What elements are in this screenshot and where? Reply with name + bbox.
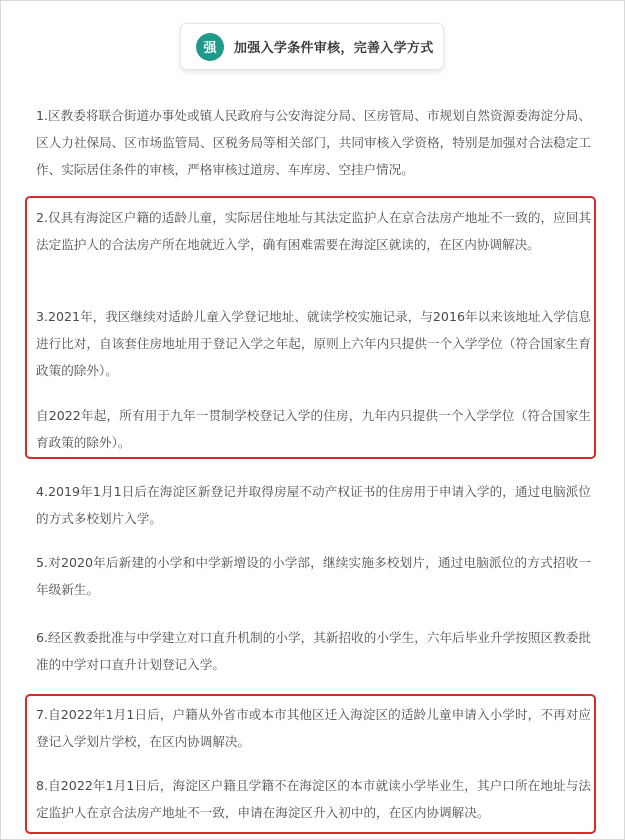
paragraph-3-note: 自2022年起，所有用于九年一贯制学校登记入学的住房，九年内只提供一个入学学位（符合国家生育政策的除外）。 xyxy=(36,408,591,450)
paragraph-5: 5.对2020年后新建的小学和中学新增设的小学部，继续实施多校划片，通过电脑派位的方式招收一年级新生。 xyxy=(36,555,591,597)
paragraph-4: 4.2019年1月1日后在海淀区新登记并取得房屋不动产权证书的住房用于申请入学的，通过电脑派位的方式多校划片入学。 xyxy=(36,484,591,526)
paragraph-2: 2.仅具有海淀区户籍的适龄儿童，实际居住地址与其法定监护人在京合法房产地址不一致的，应回其法定监护人的合法房产所在地就近入学，确有困难需要在海淀区就读的，在区内协调解决。 xyxy=(36,210,591,252)
section-title: 加强入学条件审核，完善入学方式 xyxy=(234,41,434,56)
paragraph-6: 6.经区教委批准与中学建立对口直升机制的小学，其新招收的小学生，六年后毕业升学按照区教委批准的中学对口直升计划登记入学。 xyxy=(36,630,591,672)
paragraph-8: 8.自2022年1月1日后，海淀区户籍且学籍不在海淀区的本市就读小学毕业生，其户口所在地址与法定监护人在京合法房产地址不一致，申请在海淀区升入初中的，在区内协调解决。 xyxy=(36,778,591,820)
paragraph-3: 3.2021年，我区继续对适龄儿童入学登记地址、就读学校实施记录，与2016年以来该地址入学信息进行比对，自该套住房地址用于登记入学之年起，原则上六年内只提供一个入学学位（符合国家生育政策的除外）。 xyxy=(36,309,591,378)
paragraph-1: 1.区教委将联合街道办事处或镇人民政府与公安海淀分局、区房管局、市规划自然资源委海淀分局、区人力社保局、区市场监管局、区税务局等相关部门，共同审核入学资格，特别是加强对合法稳定工作、实际居住条件的审核，严格审核过道房、车库房、空挂户情况。 xyxy=(36,108,591,177)
paragraph-7: 7.自2022年1月1日后，户籍从外省市或本市其他区迁入海淀区的适龄儿童申请入小学时，不再对应登记入学划片学校，在区内协调解决。 xyxy=(36,707,591,749)
section-header xyxy=(180,23,444,70)
badge-icon: 强 xyxy=(196,33,224,61)
